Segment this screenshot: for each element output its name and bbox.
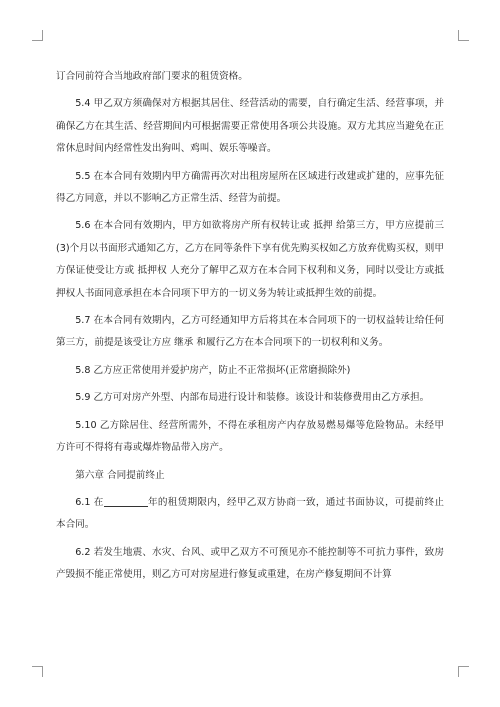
fill-in-blank: [104, 494, 148, 507]
clause-5-8: 5.8 乙方应正常使用并爱护房产，防止不正常损坏(正常磨损除外): [75, 364, 351, 376]
clause-6-2: 6.2 若发生地震、水灾、台风、或甲乙双方不可预见亦不能控制等不可抗力事件，致房产毁损不能正常使用，则乙方可对房屋进行修复或重建，在房产修复期间不计算: [56, 546, 444, 581]
crop-mark-bottom-left: [32, 666, 43, 677]
crop-mark-bottom-right: [458, 666, 469, 677]
document-body: [56, 66, 444, 592]
clause-6-1-start: 6.1 在: [75, 496, 104, 508]
clause-5-4: 5.4 甲乙双方须确保对方根据其居住、经营活动的需要，自行确定生活、经营事项，并确保乙方在其生活、经营期间内可根据需要正常使用各项公共设施。双方尤其应当避免在正常休息时间内经常性发出狗叫、鸡叫、娱乐等噪音。: [56, 98, 444, 155]
paragraph-continuation: 订合同前符合当地政府部门要求的租赁资格。: [56, 71, 248, 82]
clause-5-5: 5.5 在本合同有效期内甲方确需再次对出租房屋所在区域进行改建或扩建的，应事先征得乙方同意，并以不影响乙方正常生活、经营为前提。: [56, 170, 444, 205]
clause-6-1: [56, 492, 444, 537]
clause-6-1-end: 年的租赁期限内，经甲乙双方协商一致，通过书面协议，可提前终止本合同。: [56, 496, 445, 531]
crop-mark-top-right: [458, 30, 469, 41]
clause-5-9: 5.9 乙方可对房产外型、内部布局进行设计和装修。该设计和装修费用由乙方承担。: [75, 392, 430, 404]
clause-5-7: 5.7 在本合同有效期内，乙方可经通知甲方后将其在本合同项下的一切权益转让给任何第三方，前提是该受让方应 继承 和履行乙方在本合同项下的一切权利和义务。: [56, 315, 444, 349]
chapter-6-heading: 第六章 合同提前终止: [75, 469, 165, 481]
clause-5-6: 5.6 在本合同有效期内，甲方如欲将房产所有权转让或 抵押 给第三方，甲方应提前三(3)个月以书面形式通知乙方，乙方在同等条件下享有优先购买权如乙方放弃优购买权，则甲方保证使受让方或 抵押权 人充分了解甲乙双方在本合同下权利和义务，同时以受让方或抵押权人书面同意承担在本合同项下甲方的一切义务为转让或抵押生效的前提。: [56, 220, 444, 299]
clause-5-10: 5.10 乙方除居住、经营所需外，不得在承租房产内存放易燃易爆等危险物品。未经甲方许可不得将有毒或爆炸物品带入房产。: [56, 419, 444, 454]
crop-mark-top-left: [32, 30, 43, 41]
